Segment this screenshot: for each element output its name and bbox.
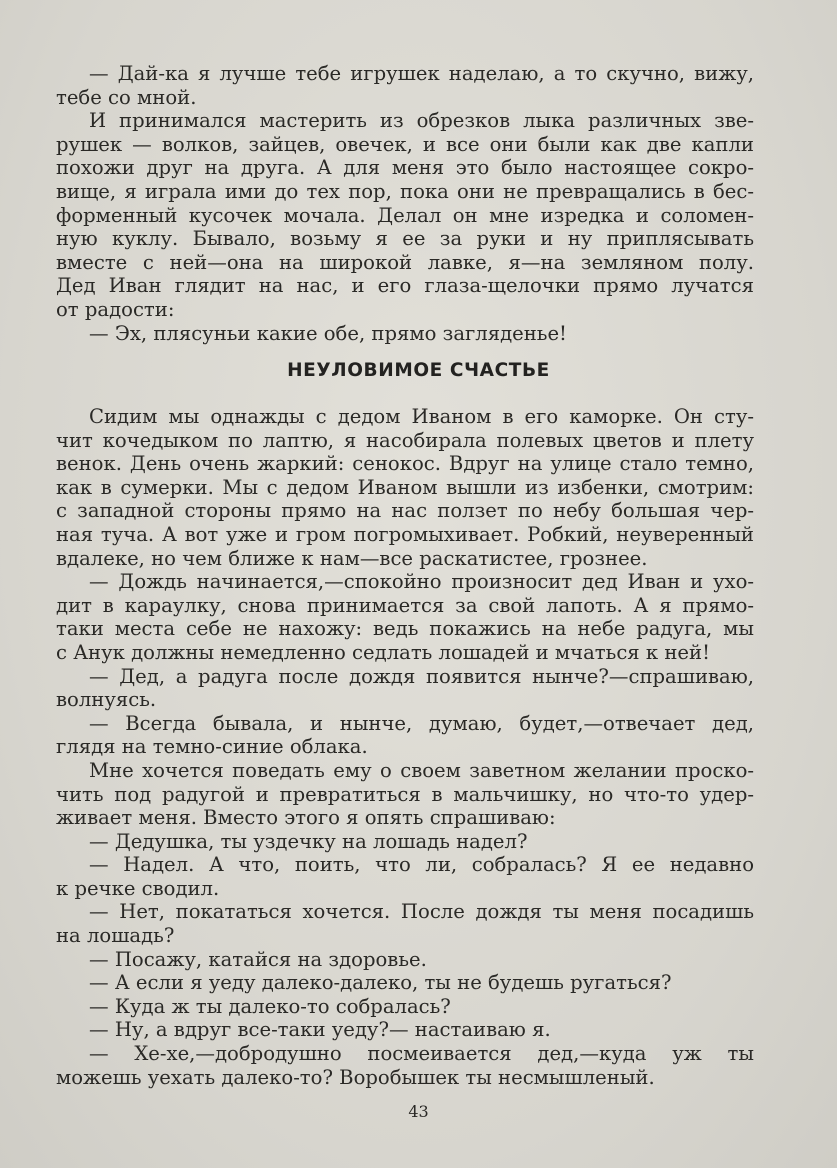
- text-block-top: [56, 62, 754, 345]
- text-line: рушек — волков, зайцев, овечек, и все они были как две капли: [56, 132, 754, 156]
- text-line: глядя на темно-синие облака.: [56, 735, 368, 759]
- text-line: Дед Иван глядит на нас, и его глаза-щелочки прямо лучатся: [56, 274, 754, 298]
- text-line: форменный кусочек мочала. Делал он мне изредка и соломен-: [56, 203, 754, 227]
- text-line: И принимался мастерить из обрезков лыка различных зве-: [89, 109, 754, 133]
- text-line: — Ну, а вдруг все-таки уеду?— настаиваю я.: [89, 1018, 551, 1042]
- text-line: можешь уехать далеко-то? Воробышек ты несмышленый.: [56, 1065, 655, 1089]
- text-line: — Куда ж ты далеко-то собралась?: [89, 994, 451, 1018]
- text-line: похожи друг на друга. А для меня это было настоящее сокро-: [56, 156, 754, 180]
- text-line: дит в караулку, снова принимается за свой лапоть. А я прямо-: [56, 593, 754, 617]
- text-line: с западной стороны прямо на нас ползет по небу большая чер-: [56, 499, 754, 523]
- text-block-bottom: [56, 405, 754, 1089]
- text-line: волнуясь.: [56, 688, 157, 712]
- text-line: венок. День очень жаркий: сенокос. Вдруг на улице стало темно,: [56, 452, 754, 476]
- chapter-heading: НЕУЛОВИМОЕ СЧАСТЬЕ: [287, 360, 550, 381]
- text-line: Сидим мы однажды с дедом Иваном в его каморке. Он сту-: [89, 405, 754, 428]
- text-line: ная туча. А вот уже и гром погромыхивает. Робкий, неуверенный: [56, 522, 754, 546]
- text-line: вдалеке, но чем ближе к нам—все раскатистее, грознее.: [56, 546, 648, 570]
- text-line: живает меня. Вместо этого я опять спрашиваю:: [56, 806, 556, 830]
- text-line: — Посажу, катайся на здоровье.: [89, 947, 427, 971]
- text-line: — Дед, а радуга после дождя появится нынче?—спрашиваю,: [89, 664, 754, 688]
- text-line: — Нет, покататься хочется. После дождя ты меня посадишь: [89, 900, 754, 924]
- text-line: вместе с ней—она на широкой лавке, я—на земляном полу.: [56, 250, 754, 274]
- text-line: на лошадь?: [56, 924, 175, 948]
- text-line: — Хе-хе,—добродушно посмеивается дед,—куда уж ты: [89, 1042, 754, 1066]
- text-line: — Всегда бывала, и нынче, думаю, будет,—отвечает дед,: [89, 711, 754, 735]
- text-line: — Дождь начинается,—спокойно произносит дед Иван и ухо-: [89, 570, 754, 594]
- text-line: таки места себе не нахожу: ведь покажись на небе радуга, мы: [56, 617, 754, 641]
- text-line: чит кочедыком по лаптю, я насобирала полевых цветов и плету: [56, 428, 754, 452]
- text-line: Мне хочется поведать ему о своем заветном желании проско-: [89, 758, 754, 782]
- text-line: к речке сводил.: [56, 876, 220, 900]
- text-line: — Надел. А что, поить, что ли, собралась? Я ее недавно: [89, 853, 754, 877]
- text-line: — А если я уеду далеко-далеко, ты не будешь ругаться?: [89, 971, 672, 995]
- text-line: чить под радугой и превратиться в мальчишку, но что-то удер-: [56, 782, 754, 806]
- text-line: — Дай-ка я лучше тебе игрушек наделаю, а то скучно, вижу,: [89, 62, 754, 85]
- text-line: с Анук должны немедленно седлать лошадей и мчаться к ней!: [56, 640, 710, 664]
- text-line: как в сумерки. Мы с дедом Иваном вышли из избенки, смотрим:: [56, 475, 754, 499]
- page-number: 43: [408, 1102, 429, 1121]
- text-line: — Дедушка, ты уздечку на лошадь надел?: [89, 829, 528, 853]
- text-line: от радости:: [56, 297, 175, 321]
- text-line: ную куклу. Бывало, возьму я ее за руки и ну приплясывать: [56, 227, 754, 251]
- text-line: тебе со мной.: [56, 85, 197, 109]
- text-line: вище, я играла ими до тех пор, пока они не превращались в бес-: [56, 179, 754, 203]
- text-line: — Эх, плясуньи какие обе, прямо загляденье!: [89, 321, 567, 345]
